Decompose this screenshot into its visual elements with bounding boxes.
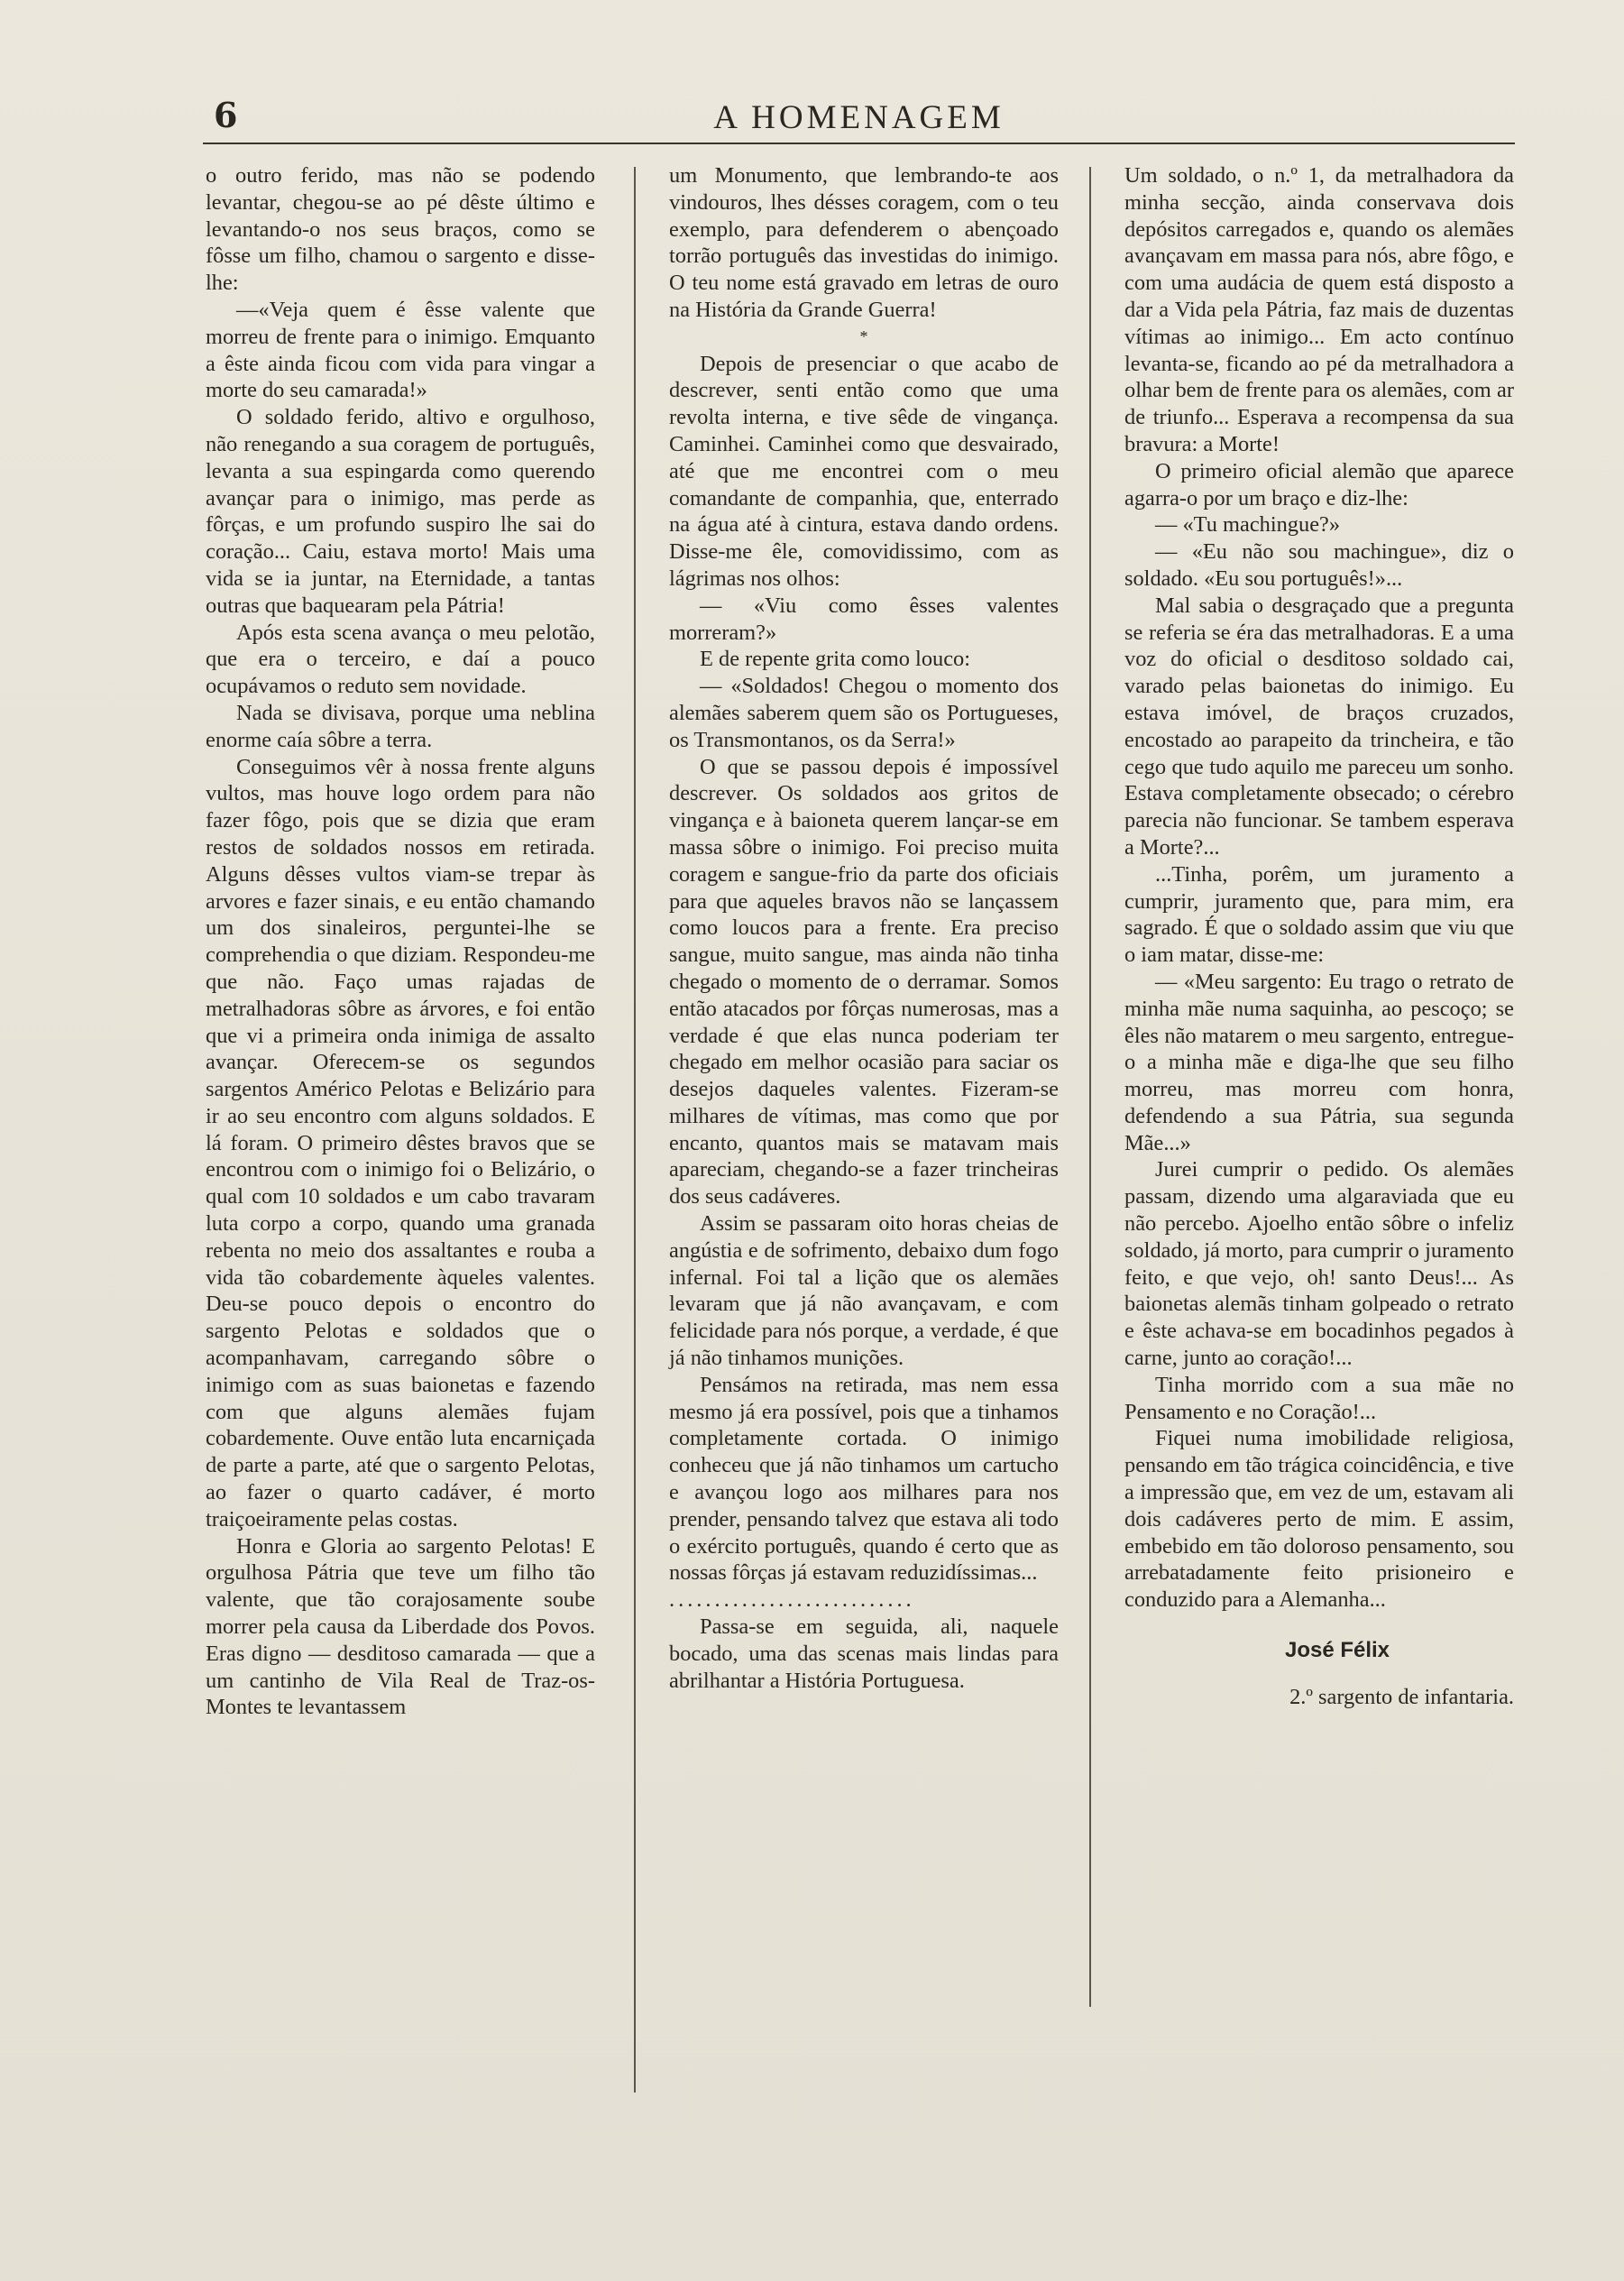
- article-column-3: [1124, 162, 1514, 1711]
- paragraph: Depois de presenciar o que acabo de descrever, senti então como que uma revolta interna, e tive sêde de vingança. Caminhei. Caminhei como que desvairado, até que me encontrei com o meu comandante de companhia, que, enterrado na água até à cintura, estava dando ordens. Disse-me êle, comovidissimo, com as lágrimas nos olhos:: [669, 351, 1059, 591]
- paragraph: Honra e Gloria ao sargento Pelotas! E orgulhosa Pátria que teve um filho tão valente, que tão corajosamente soube morrer pela causa da Liberdade dos Povos. Eras digno — desditoso camarada — que a um cantinho de Vila Real de Traz-os-Montes te levantassem: [206, 1533, 595, 1720]
- paragraph: — «Soldados! Chegou o momento dos alemães saberem quem são os Portugueses, os Transmontanos, os da Serra!»: [669, 674, 1059, 752]
- article-column-1: [206, 162, 595, 1721]
- paragraph: Após esta scena avança o meu pelotão, que era o terceiro, e daí a pouco ocupávamos o reduto sem novidade.: [206, 620, 595, 699]
- paragraph: — «Viu como êsses valentes morreram?»: [669, 593, 1059, 645]
- header-rule: [203, 143, 1515, 144]
- article-column-2: [669, 162, 1059, 1694]
- column-divider: [634, 167, 636, 2092]
- paragraph: — «Tu machingue?»: [1155, 512, 1341, 538]
- paragraph: um Monumento, que lembrando-te aos vindouros, lhes désses coragem, com o teu exemplo, para defenderem o abençoado torrão português das investidas do inimigo. O teu nome está gravado em letras de ouro na História da Grande Guerra!: [669, 163, 1059, 322]
- paragraph: Mal sabia o desgraçado que a pregunta se referia se éra das metralhadoras. E a uma voz do oficial o desditoso soldado cai, varado pelas baionetas do inimigo. Eu estava imóvel, de braços cruzados, encostado ao parapeito da trincheira, e tão cego que tudo aquilo me pareceu um sonho. Estava completamente obsecado; o cérebro parecia não funcionar. Se tambem esperava a Morte?...: [1124, 593, 1514, 860]
- paragraph: Fiquei numa imobilidade religiosa, pensando em tão trágica coincidência, e tive a impressão que, em vez de um, estavam ali dois cadáveres perto de mim. E assim, embebido em tão doloroso pensamento, sou arrebatadamente feito prisioneiro e conduzido para a Alemanha...: [1124, 1426, 1514, 1613]
- page-number: 6: [214, 95, 238, 135]
- paragraph: Nada se divisava, porque uma neblina enorme caía sôbre a terra.: [206, 700, 595, 752]
- paragraph: O primeiro oficial alemão que aparece agarra-o por um braço e diz-lhe:: [1124, 458, 1514, 510]
- author-name: José Félix: [1284, 1638, 1390, 1663]
- paragraph: —«Veja quem é êsse valente que morreu de frente para o inimigo. Emquanto a êste ainda ficou com vida para vingar a morte do seu camarada!»: [206, 297, 595, 403]
- paragraph: Um soldado, o n.º 1, da metralhadora da minha secção, ainda conservava dois depósitos carregados e, quando os alemães avançavam em massa para nós, abre fôgo, e com uma audácia de quem está disposto a dar a Vida pela Pátria, faz mais de duzentas vítimas ao inimigo... Em acto contínuo levanta-se, ficando ao pé da metralhadora a olhar bem de frente para os alemães, com ar de triunfo... Esperava a recompensa da sua bravura: a Morte!: [1124, 163, 1514, 456]
- masthead-title: A HOMENAGEM: [713, 99, 1005, 136]
- author-rank: 2.º sargento de infantaria.: [1289, 1684, 1514, 1709]
- paragraph: o outro ferido, mas não se podendo levantar, chegou-se ao pé dêste último e levantando-o nos seus braços, como se fôsse um filho, chamou o sargento e disse-lhe:: [206, 163, 595, 296]
- column-divider: [1089, 167, 1091, 2007]
- paragraph: Assim se passaram oito horas cheias de angústia e de sofrimento, debaixo dum fogo infernal. Foi tal a lição que os alemães levaram que já não avançavam, e com felicidade para nós porque, a verdade, é que já não tinhamos munições.: [669, 1211, 1059, 1371]
- paragraph: E de repente grita como louco:: [700, 647, 971, 672]
- paragraph: Passa-se em seguida, ali, naquele bocado, uma das scenas mais lindas para abrilhantar a História Portuguesa.: [669, 1614, 1059, 1693]
- paragraph: O que se passou depois é impossível descrever. Os soldados aos gritos de vingança e à baioneta querem lançar-se em massa sôbre o inimigo. Foi preciso muita coragem e sangue-frio da parte dos oficiais para que aqueles bravos não se lançassem como loucos para a frente. Era preciso sangue, muito sangue, mas ainda não tinha chegado o momento de o derramar. Somos então atacados por fôrças numerosas, mas a verdade é que elas nunca poderiam ter chegado em melhor ocasião para saciar os desejos daqueles valentes. Fizeram-se milhares de vítimas, mas como que por encanto, quantos mais se matavam mais apareciam, chegando-se a fazer trincheiras dos seus cadáveres.: [669, 754, 1059, 1209]
- page-header: [203, 95, 1515, 149]
- paragraph: Pensámos na retirada, mas nem essa mesmo já era possível, pois que a tinhamos completamente cortada. O inimigo conheceu que já não tinhamos um cartucho e avançou logo aos milhares para nos prender, pensando talvez que estava ali todo o exército português, quando é certo que as nossas fôrças já estavam reduzidíssimas...: [669, 1372, 1059, 1586]
- paragraph: Conseguimos vêr à nossa frente alguns vultos, mas houve logo ordem para não fazer fôgo, pois que se dizia que eram restos de soldados nossos em retirada. Alguns dêsses vultos viam-se trepar às arvores e fazer sinais, e eu então chamando um dos sinaleiros, perguntei-lhe se comprehendia o que diziam. Respondeu-me que não. Faço umas rajadas de metralhadoras sôbre as árvores, e foi então que vi a primeira onda inimiga de assalto avançar. Oferecem-se os segundos sargentos Américo Pelotas e Belizário para ir ao seu encontro com alguns soldados. E lá foram. O primeiro dêstes bravos que se encontrou com o inimigo foi o Belizário, o qual com 10 soldados e um cabo travaram luta corpo a corpo, quando uma granada rebenta no meio dos assaltantes e rouba a vida tão cobardemente àqueles valentes. Deu-se pouco depois o encontro do sargento Pelotas e soldados que o acompanhavam, carregando sôbre o inimigo com as suas baionetas e fazendo com que alguns alemães fujam cobardemente. Ouve então luta encarniçada de parte a parte, até que o sargento Pelotas, ao fazer o quarto cadáver, é morto traiçoeiramente pelas costas.: [206, 754, 595, 1531]
- paragraph: Tinha morrido com a sua mãe no Pensamento e no Coração!...: [1124, 1372, 1514, 1424]
- section-separator-star: *: [859, 327, 868, 345]
- paragraph: — «Eu não sou machingue», diz o soldado. «Eu sou português!»...: [1124, 539, 1514, 591]
- paragraph: Jurei cumprir o pedido. Os alemães passam, dizendo uma algaraviada que eu não percebo. Ajoelho então sôbre o infeliz soldado, já morto, para cumprir o juramento feito, e que vejo, oh! santo Deus!... As baionetas alemãs tinham golpeado o retrato e êste achava-se em bocadinhos pegados à carne, junto ao coração!...: [1124, 1157, 1514, 1371]
- dotted-separator: ...........................: [669, 1587, 915, 1613]
- paragraph: — «Meu sargento: Eu trago o retrato de minha mãe numa saquinha, ao pescoço; se êles não matarem o meu sargento, entregue-o a minha mãe e diga-lhe que seu filho morreu, mas morreu com honra, defendendo a sua Pátria, sua segunda Mãe...»: [1124, 969, 1514, 1155]
- paragraph: O soldado ferido, altivo e orgulhoso, não renegando a sua coragem de português, levanta a sua espingarda como querendo avançar para o inimigo, mas perde as fôrças, e um profundo suspiro lhe sai do coração... Caiu, estava morto! Mais uma vida se ia juntar, na Eternidade, a tantas outras que baquearam pela Pátria!: [206, 405, 595, 618]
- paragraph: ...Tinha, porêm, um juramento a cumprir, juramento que, para mim, era sagrado. É que o soldado assim que viu que o iam matar, disse-me:: [1124, 861, 1514, 968]
